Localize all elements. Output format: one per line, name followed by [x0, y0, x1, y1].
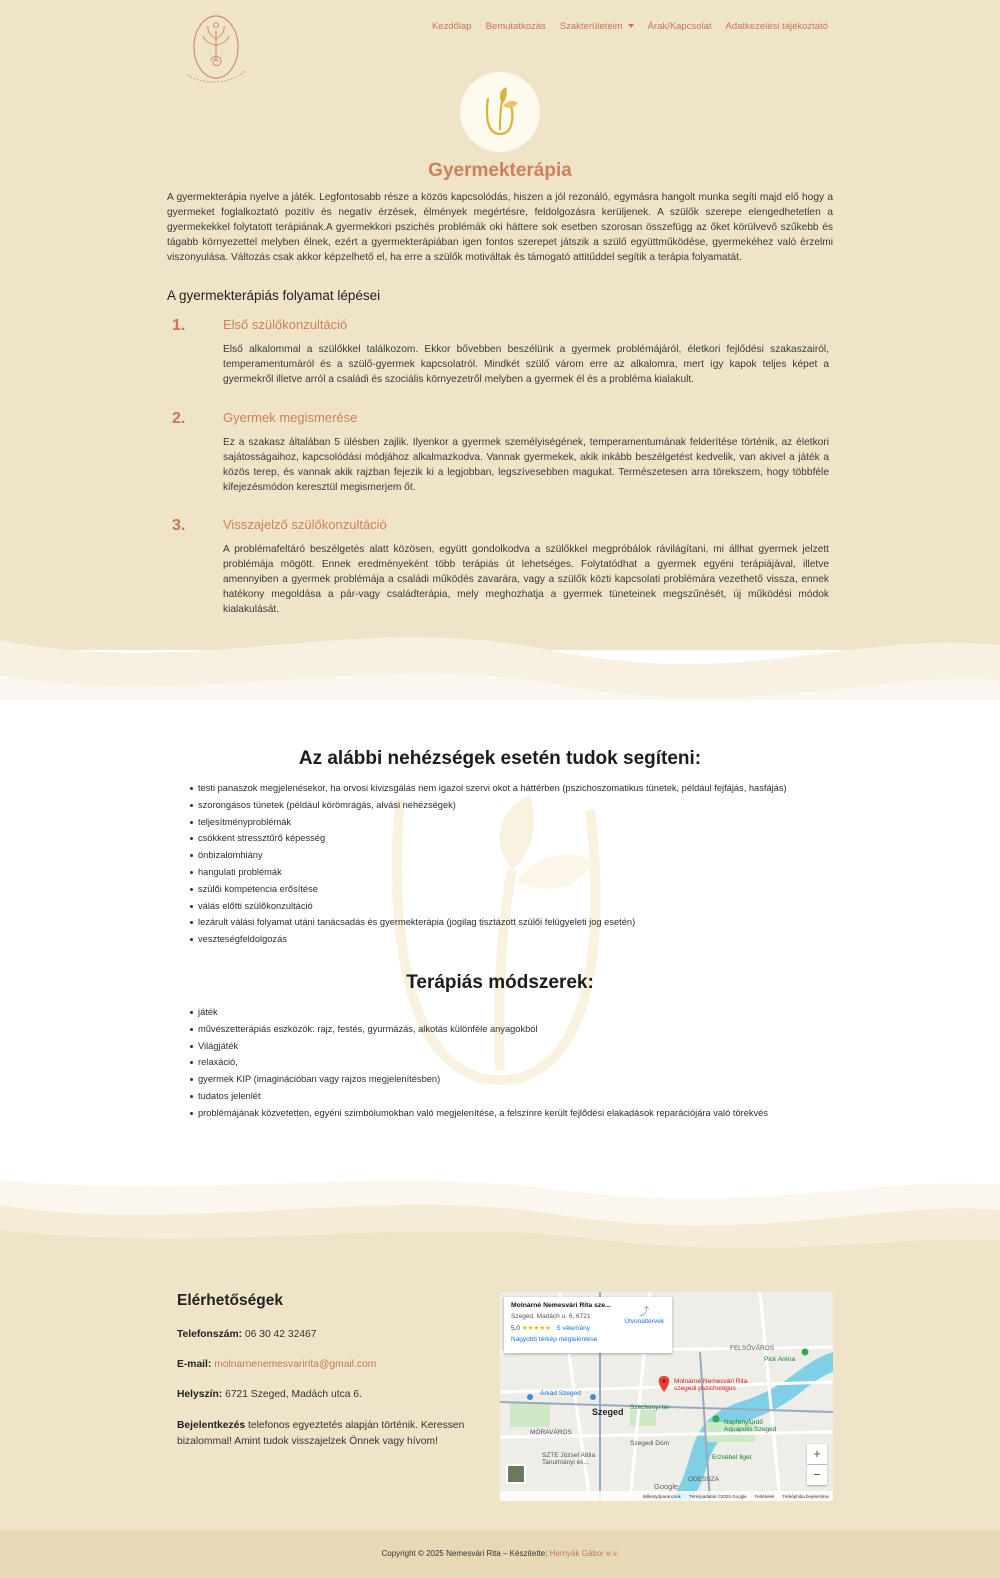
booking-label: Bejelentkezés	[177, 1420, 246, 1431]
sprout-icon	[476, 84, 524, 140]
nav-prices-contact[interactable]: Árak/Kapcsolat	[647, 21, 712, 32]
site-footer	[0, 1530, 1000, 1578]
list-item: csökkent stressztűrő képesség	[190, 830, 787, 847]
intro-text: A gyermekterápia nyelve a játék. Legfontosabb része a közös kapcsolódás, hiszen a jól rezonáló, egymásra hangolt munka segíti majd elő hogy a gyermeket foglalkoztató pozitív és negatív érzések, élmények megértésre, feldolgozásra kerüljenek. A szülők szerepe elengedhetetlen a gyermekekkel folytatott terápiának.A gyermekkori pszichés problémák oki háttere sok esetben szorosan összefügg az őket körülvevő szűkebb és tágabb környezettel melyben élnek, ezért a gyermekterápiában igen fontos szerepet játszik a szülő együttműködése, gyermekéhez való érzelmi viszonyulása. Változás csak akkor képzelhető el, ha erre a szülők motiváltak és támogató attitűddel segítik a terápia folyamatát.	[167, 192, 833, 263]
chevron-down-icon	[628, 24, 634, 28]
map-label: Árkád Szeged	[540, 1390, 581, 1397]
list-item: művészetterápiás eszközök: rajz, festés, gyurmázás, alkotás különféle anyagokból	[190, 1021, 768, 1038]
list-item: testi panaszok megjelenésekor, ha orvosi kivizsgálás nem igazol szervi okot a háttérben (pszichoszomatikus tünetek, például fejfájás, hasfájás)	[190, 780, 787, 797]
map-rating: 5,0	[511, 1325, 521, 1332]
booking-text-1: telefonos egyeztetés alapján történik. Keressen	[248, 1420, 465, 1431]
location-value: 6721 Szeged, Madách utca 6.	[225, 1389, 362, 1400]
help-heading: Az alábbi nehézségek esetén tudok segíteni:	[298, 748, 702, 769]
map-info-card	[504, 1297, 672, 1353]
list-item: hangulati problémák	[190, 864, 787, 881]
step-number: 2.	[172, 410, 186, 427]
list-item: tudatos jelenlét	[190, 1088, 768, 1105]
google-logo: Google	[654, 1482, 679, 1491]
step-body: Első alkalommal a szülőkkel találkozom. Ekkor bővebben beszélünk a gyermek problémájáról, életkori fejlődési szakaszairól, temperamentumáról és a szülő-gyermek kapcsolatról. Mindkét szülő várom erre az alkalomra, mert így kapok teljes képet a gyermekről illetve arról a családi és szociális környezetről melyben a gyermek él és a probléma kialakult.	[223, 344, 829, 385]
site-logo[interactable]	[183, 11, 249, 91]
methods-list	[190, 1004, 768, 1122]
list-item: szülői kompetencia erősítése	[190, 881, 787, 898]
map-label: MÓRAVÁROS	[530, 1429, 572, 1436]
directions-label: Útvonaltervek	[624, 1318, 664, 1325]
map-layers-button[interactable]	[506, 1464, 526, 1484]
step-2	[172, 410, 834, 495]
map-label: SZTE József Attila Tanulmányi és...	[542, 1452, 596, 1466]
star-rating-icon: ★★★★★	[521, 1325, 551, 1332]
methods-heading: Terápiás módszerek:	[406, 972, 594, 993]
phone-label: Telefonszám:	[177, 1329, 243, 1340]
main-nav	[432, 21, 828, 32]
map-larger-link[interactable]: Nagyobb térkép megtekintése	[511, 1336, 598, 1343]
map-label: Szegedi Dóm	[630, 1440, 670, 1447]
step-number: 1.	[172, 317, 186, 334]
contact-email	[177, 1357, 376, 1373]
list-item: relaxáció,	[190, 1054, 768, 1071]
copyright-text: Copyright © 2025 Nemesvári Rita – Készítette:	[381, 1549, 548, 1558]
list-item: teljesítményproblémák	[190, 814, 787, 831]
step-body: Ez a szakasz általában 5 ülésben zajlik. Ilyenkor a gyermek személyiségének, temperamentumának felderítése történik, az életkori sajátosságaihoz, kapcsolódási módjához alkalmazkodva. Vannak gyermekek, akik inkább beszélgetést kedvelik, van akivel a játék a közös terep, és vannak akik rajzban fejezik ki a legjobban, legszívesebben magukat. Természetesen arra törekszem, hogy többféle kifejezésmódon keresztül megismerjem őt.	[223, 437, 829, 493]
map-footer-terms[interactable]: Feltételek	[754, 1493, 775, 1499]
map-label: Napfényfürdő Aquapolis Szeged	[724, 1419, 777, 1433]
map-footer	[500, 1491, 833, 1501]
map-label: Erzsébet liget	[712, 1454, 752, 1461]
emblem	[460, 72, 540, 152]
map-pin-label	[674, 1378, 747, 1392]
phone-value[interactable]: 06 30 42 32467	[244, 1329, 317, 1340]
step-body: A problémafeltáró beszélgetés alatt közösen, együtt gondolkodva a szülőkkel megpróbálok rávilágítani, mi állhat gyermek jelzett problémája mögött. Ennek eredményeként több terápiás út lehetséges. Folytatódhat a gyermek egyéni terápiájával, illetve amennyiben a gyermek problémája a családi működés zavarára, vagy a szülők közti kapcsolati problémára vezethető vissza, ennek hatékony megoldása a pár-vagy családterápia, mely meghozhatja a gyermek tüneteinek megszűnését, új működési módok kialakulását.	[223, 544, 829, 615]
map-label: ODESSZA	[688, 1476, 720, 1483]
nav-specialties-label: Szakterületeim	[559, 21, 623, 32]
wave-divider	[0, 1160, 1000, 1280]
zoom-out-button[interactable]: −	[807, 1465, 827, 1485]
nav-specialties[interactable]	[560, 21, 634, 32]
step-number: 3.	[172, 517, 186, 534]
list-item: szorongásos tünetek (például körömrágás, alvási nehézségek)	[190, 797, 787, 814]
step-title: Gyermek megismerése	[223, 410, 358, 425]
map-footer-data: Térképadatok ©2025 Google	[688, 1493, 747, 1499]
steps-heading: A gyermekterápiás folyamat lépései	[167, 288, 381, 303]
email-link[interactable]: molnarnenemesvaririta@gmail.com	[214, 1359, 377, 1370]
list-item: gyermek KIP (imaginációban vagy rajzos megjelenítésben)	[190, 1071, 768, 1088]
contact-booking	[177, 1418, 464, 1450]
list-item: lezárult válási folyamat utáni tanácsadás és gyermekterápia (jogilag tisztázott szülői felügyeleti jog esetén)	[190, 914, 787, 931]
page-title: Gyermekterápia	[428, 160, 572, 181]
list-item: veszteségfeldolgozás	[190, 931, 787, 948]
map-directions-button[interactable]	[624, 1303, 664, 1325]
contact-phone	[177, 1327, 317, 1343]
google-map[interactable]	[500, 1292, 833, 1501]
booking-text-2: bizalommal! Amint tudok visszajelzek Önnek vagy hívom!	[177, 1436, 438, 1447]
contact-heading: Elérhetőségek	[177, 1292, 283, 1309]
author-link[interactable]: Hernyák Gábor e.v.	[549, 1549, 619, 1558]
map-reviews-link[interactable]: 5 vélemény	[556, 1325, 591, 1332]
nav-privacy[interactable]: Adatkezelési tájékoztató	[725, 21, 828, 32]
zoom-in-button[interactable]: +	[807, 1444, 827, 1464]
map-footer-shortcuts[interactable]: Billentyűparancsok	[643, 1493, 681, 1499]
map-label: Pick Aréna	[764, 1356, 796, 1363]
list-item: játék	[190, 1004, 768, 1021]
contact-location	[177, 1387, 362, 1403]
nav-about[interactable]: Bemutatkozás	[485, 21, 546, 32]
list-item: önbizalomhiány	[190, 847, 787, 864]
pin-label-line-2: szegedi pszichológus	[674, 1385, 736, 1392]
map-address: Szeged, Madách u. 6, 6721	[511, 1313, 591, 1320]
map-label: FELSŐVÁROS	[730, 1345, 775, 1352]
map-city-label: Szeged	[592, 1407, 624, 1417]
email-label: E-mail:	[177, 1359, 212, 1370]
help-list	[190, 780, 787, 948]
directions-icon: ⤴	[639, 1307, 650, 1318]
list-item: válás előtti szülőkonzultáció	[190, 898, 787, 915]
nav-home[interactable]: Kezdőlap	[431, 21, 472, 32]
map-rating-row	[511, 1324, 665, 1332]
map-footer-report[interactable]: Térképhiba bejelentése	[782, 1493, 829, 1499]
pin-label-line-1: Molnárné Nemesvári Rita	[674, 1378, 748, 1385]
step-title: Első szülőkonzultáció	[223, 317, 348, 332]
step-title: Visszajelző szülőkonzultáció	[223, 517, 387, 532]
map-label: Széchenyi tér	[630, 1404, 670, 1411]
list-item: problémájának közvetetten, egyéni szimbólumokban való megjelenítése, a felszínre került fejlődési elakadások reparációjára való törekvés	[190, 1105, 768, 1122]
map-place-name: Molnárné Nemesvári Rita sze...	[511, 1302, 611, 1309]
location-label: Helyszín:	[177, 1389, 223, 1400]
list-item: Világjáték	[190, 1038, 768, 1055]
step-1	[172, 317, 834, 387]
